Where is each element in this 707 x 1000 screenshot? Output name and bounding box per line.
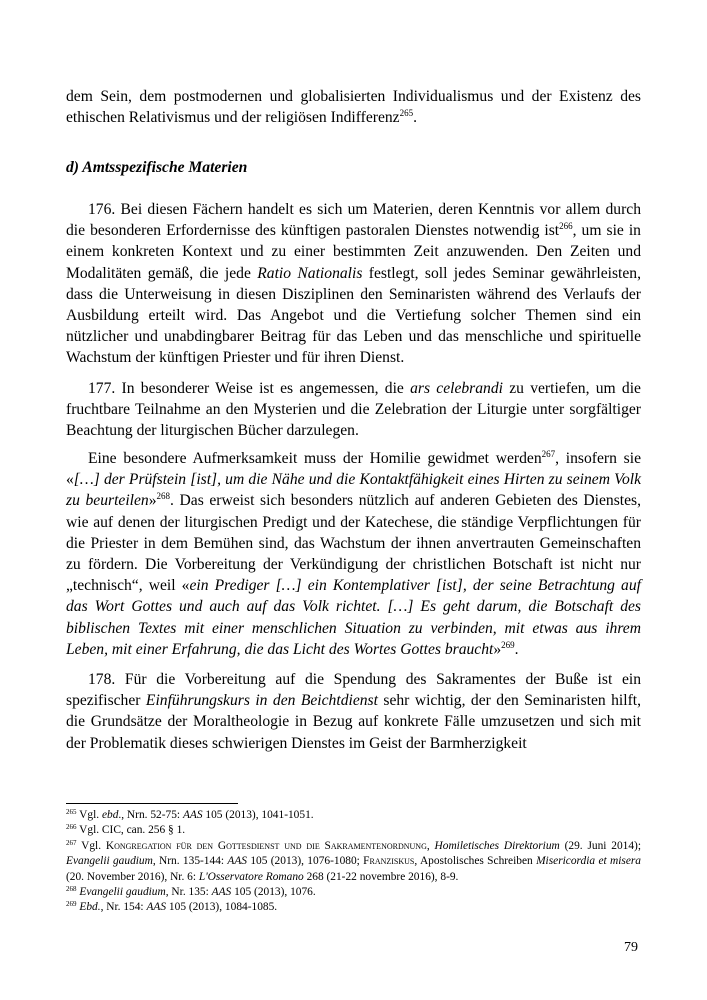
footnote-269: $^{269}$ Ebd., Nr. 154: AAS 105 (2013), 1084-1085.	[66, 900, 278, 914]
italic-quote: ein Prediger […] ein Kontemplativer [ist], der seine Betrachtung auf das Wort Gottes und auch auf das Volk richtet. […] Es geht darum, die Botschaft des biblischen Textes mit einer menschlichen Situation zu verbinden, mit etwas aus ihrem Leben, mit einer Erfahrung, die das Licht des Wortes Gottes braucht	[66, 577, 641, 658]
italic-text: Ratio Nationalis	[257, 264, 363, 282]
paragraph-text: . Das erweist sich besonders nützlich auf anderen Gebieten des Dienstes, wie auf denen der liturgischen Predigt und der Katechese, die ständige Verpflichtungen für die Priester in dem Bemühen sind, das Wachstum der ihnen anvertrauten Gemeinschaften zu fördern. Die Vorbereitung der Verkündigung der christlichen Botschaft ist nicht nur „technisch“, weil «	[66, 492, 641, 595]
paragraph-text: Eine besondere Aufmerksamkeit muss der Homilie gewidmet werden	[88, 450, 542, 467]
section-heading: d) Amtsspezifische Materien	[66, 159, 248, 176]
paragraph-homilie	[66, 448, 641, 660]
paragraph-178	[66, 669, 641, 754]
footnote-267: $^{267}$ Vgl. Kongregation für den Gottesdienst und die Sakramentenordnung, Homiletisches Direktorium (29. Juni 2014); Evangelii gaudium, Nrn. 135-144: AAS 105 (2013), 1076-1080; Franziskus, Apostolisches Schreiben Misericordia et misera (20. November 2016), Nr. 6: L'Osservatore Romano 268 (21-22 novembre 2016), 8-9.	[66, 838, 642, 883]
paragraph-text: .	[413, 109, 417, 127]
footnote-ref: 268	[156, 491, 170, 502]
paragraph-text: dem Sein, dem postmodernen und globalisierten Individualismus und der Existenz des ethischen Relativismus und der religiösen Indifferenz	[66, 88, 641, 127]
italic-text: ars celebrandi	[410, 380, 503, 397]
footnote-ref: 269	[501, 639, 515, 650]
paragraph-text: sehr wichtig, der den Seminaristen hilft, die Grundsätze der Moraltheologie in Bezug auf konkrete Fälle umzusetzen und sich mit der Problematik dieses schwierigen Dienstes im Geist der Barmherzigkeit	[66, 692, 641, 752]
paragraph-text: , um sie in einem konkreten Kontext und zu einer bestimmten Zeit anzuwenden. Den Zeiten und Modalitäten gemäß, die jede	[66, 222, 641, 282]
paragraph-text: , insofern sie «	[66, 450, 641, 489]
paragraph-177	[66, 378, 641, 442]
footnote-268: $^{268}$ Evangelii gaudium, Nr. 135: AAS 105 (2013), 1076.	[66, 885, 316, 899]
paragraph-text: 176. Bei diesen Fächern handelt es sich um Materien, deren Kenntnis vor allem durch die besonderen Erfordernisse des künftigen pastoralen Dienstes notwendig ist	[66, 201, 641, 240]
paragraph-text: zu vertiefen, um die fruchtbare Teilnahme an den Mysterien und die Zelebration der Liturgie unter sorgfältiger Beachtung der liturgischen Bücher darzulegen.	[66, 380, 641, 440]
footnotes	[66, 808, 641, 916]
paragraph-text: .	[514, 640, 519, 658]
page-number: 79	[624, 940, 638, 955]
paragraph-text: 178. Für die Vorbereitung auf die Spendung des Sakramentes der Buße ist ein spezifischer	[66, 671, 641, 710]
paragraph-intro	[66, 86, 641, 128]
paragraph-text: 177. In besonderer Weise ist es angemessen, die	[88, 380, 411, 397]
footnote-ref: 267	[541, 449, 556, 459]
footnote-number: 269	[66, 900, 77, 909]
footnote-265: $^{265}$ Vgl. ebd., Nrn. 52-75: AAS 105 (2013), 1041-1051.	[66, 808, 314, 821]
footnote-divider	[66, 803, 238, 804]
footnote-ref: 265	[399, 108, 414, 119]
paragraph-text: »	[493, 640, 502, 658]
paragraph-text: »	[148, 492, 157, 510]
footnote-266: $^{266}$ Vgl. CIC, can. 256 § 1.	[66, 823, 186, 837]
footnote-number: 268	[66, 885, 77, 894]
footnote-ref: 266	[559, 221, 573, 232]
footnote-number: 267	[66, 838, 77, 847]
italic-quote: […] der Prüfstein [ist], um die Nähe und die Kontaktfähigkeit eines Hirten zu seinem Volk zu beurteilen	[66, 471, 641, 510]
footnote-number: 265	[66, 808, 77, 816]
paragraph-text: festlegt, soll jedes Seminar gewährleisten, dass die Unterweisung in diesen Disziplinen den Seminaristen während des Verlaufs der Ausbildung erteilt wird. Das Angebot und die Vertiefung solcher Themen sind ein nützlicher und unabdingbarer Beitrag für das Leben und das menschliche und spirituelle Wachstum der künftigen Priester und für ihren Dienst.	[66, 264, 642, 367]
italic-text: Einführungskurs in den Beichtdienst	[145, 692, 378, 710]
paragraph-176	[66, 199, 641, 369]
footnote-number: 266	[66, 823, 77, 832]
